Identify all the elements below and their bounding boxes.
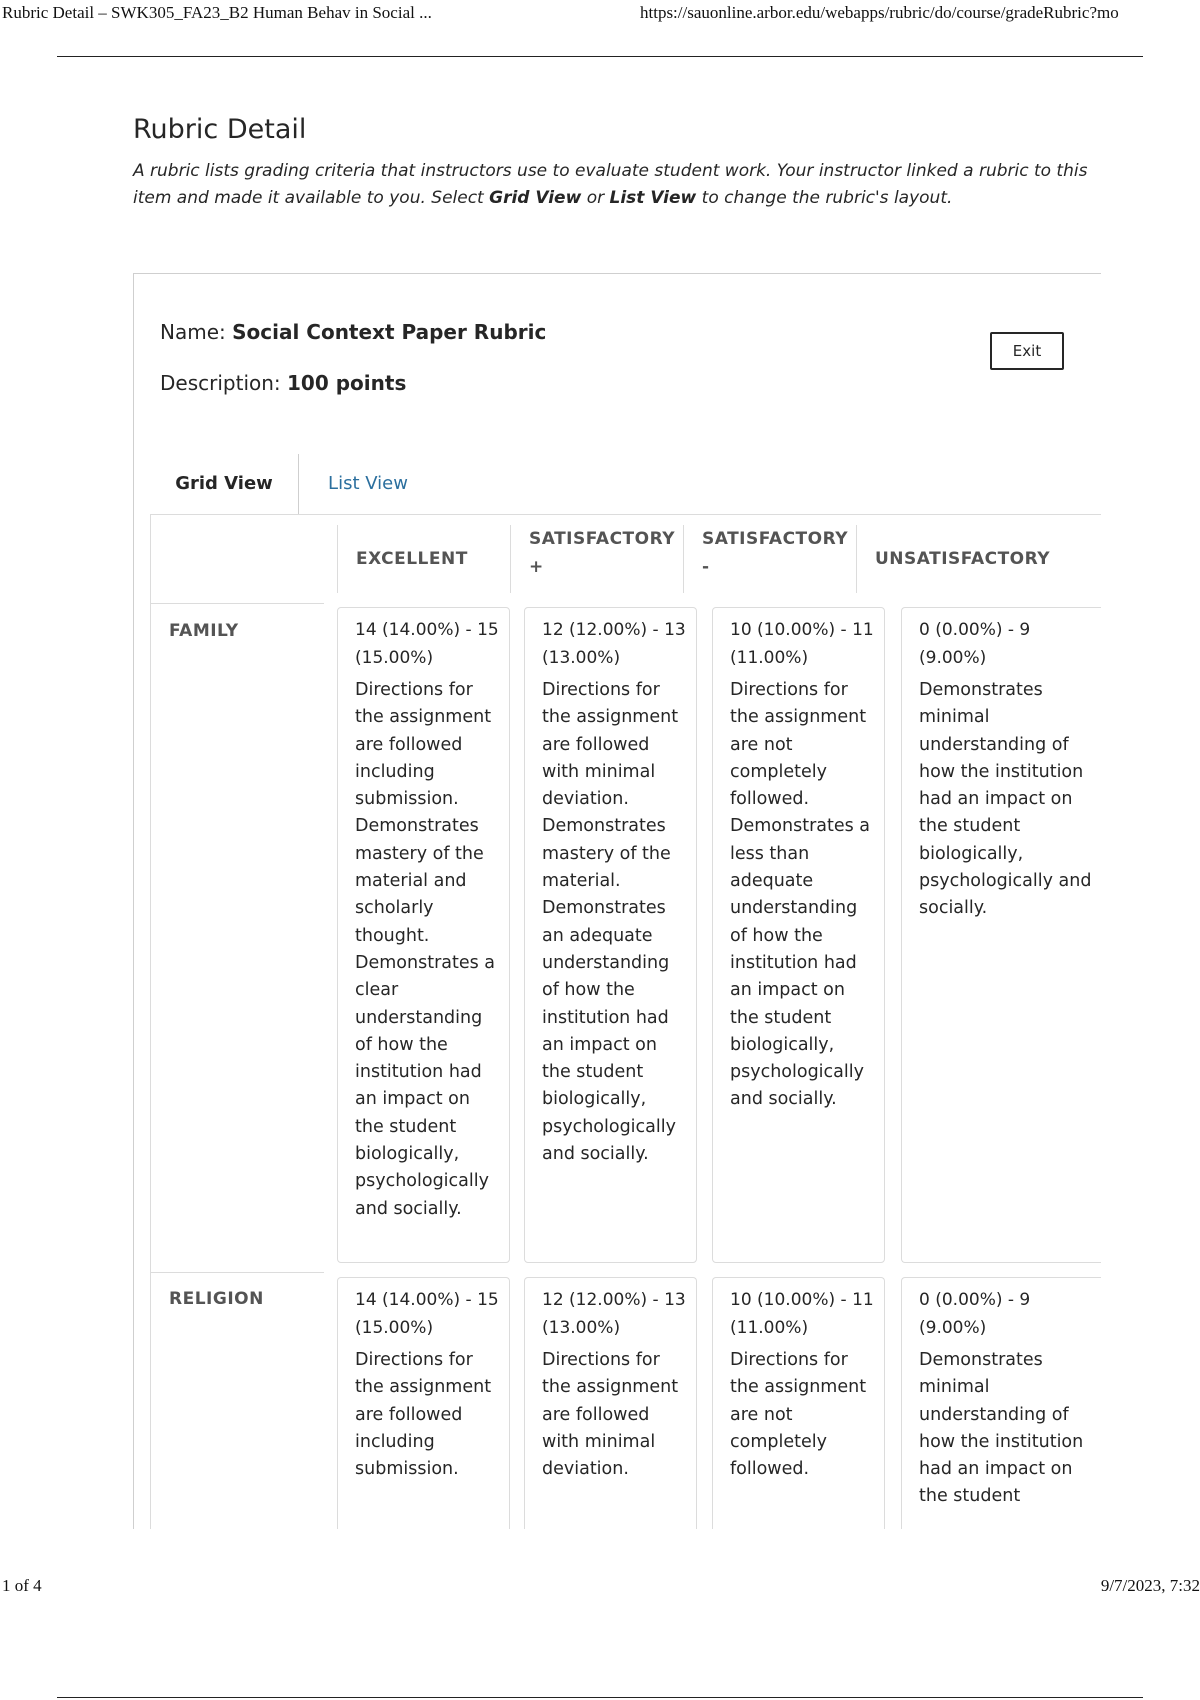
rubric-panel xyxy=(133,273,1101,1529)
points-range: 12 (12.00%) - 13 (13.00%) xyxy=(542,1290,686,1338)
column-header-satisfactory-minus: SATISFACTORY - xyxy=(683,525,856,593)
print-page-number: 1 of 4 xyxy=(2,1576,42,1595)
criterion-description: Directions for the assignment are not completely followed. Demonstrates a less than adequate understanding of how the institution had an impact on the student biologically, psychologically and socially. xyxy=(730,680,871,1110)
rubric-name: Name: Social Context Paper Rubric xyxy=(160,320,547,344)
column-header-satisfactory-plus: SATISFACTORY + xyxy=(510,525,683,593)
view-tabs xyxy=(150,454,1101,514)
rubric-cell xyxy=(337,1277,510,1529)
points-range: 14 (14.00%) - 15 (15.00%) xyxy=(355,1290,499,1338)
criterion-description: Demonstrates minimal understanding of how the institution had an impact on the student xyxy=(919,1350,1084,1507)
criterion-description: Demonstrates minimal understanding of how the institution had an impact on the student biologically, psychologically and socially. xyxy=(919,680,1092,919)
page-title: Rubric Detail xyxy=(133,114,307,145)
points-range: 0 (0.00%) - 9 (9.00%) xyxy=(919,1290,1031,1338)
page-intro: A rubric lists grading criteria that instructors use to evaluate student work. Your instructor linked a rubric to this item and made it available to you. Select Grid View or List View to change the rubric's layout. xyxy=(133,161,1088,208)
rubric-description: Description: 100 points xyxy=(160,371,407,395)
rubric-cell xyxy=(901,1277,1101,1529)
print-page-url: https://sauonline.arbor.edu/webapps/rubric/do/course/gradeRubric?mo xyxy=(640,3,1119,22)
criterion-description: Directions for the assignment are followed with minimal deviation. Demonstrates mastery of the material. Demonstrates an adequate understanding of how the institution had an impact on the student biologically, psychologically and socially. xyxy=(542,680,679,1165)
column-header-unsatisfactory: UNSATISFACTORY xyxy=(856,525,1056,593)
print-datetime: 9/7/2023, 7:32 xyxy=(1100,1576,1200,1595)
points-range: 14 (14.00%) - 15 (15.00%) xyxy=(355,620,499,668)
print-page-title: Rubric Detail – SWK305_FA23_B2 Human Behav in Social ... xyxy=(2,3,432,22)
footer-divider xyxy=(57,1697,1143,1698)
exit-button[interactable]: Exit xyxy=(990,332,1064,370)
header-divider xyxy=(57,56,1143,57)
row-divider xyxy=(151,1272,324,1273)
criterion-description: Directions for the assignment are followed with minimal deviation. xyxy=(542,1350,679,1480)
tab-grid-view[interactable]: Grid View xyxy=(150,454,299,514)
criterion-description: Directions for the assignment are followed including submission. xyxy=(355,1350,492,1480)
intro-list-view: List View xyxy=(609,188,697,208)
rubric-cell xyxy=(524,1277,697,1529)
rubric-cell xyxy=(901,607,1101,1263)
points-range: 10 (10.00%) - 11 (11.00%) xyxy=(730,620,874,668)
points-range: 0 (0.00%) - 9 (9.00%) xyxy=(919,620,1031,668)
intro-grid-view: Grid View xyxy=(489,188,582,208)
criterion-description: Directions for the assignment are followed including submission. Demonstrates mastery of the material and scholarly thought. Demonstrates a clear understanding of how the institution had an impact on the student biologically, psychologically and socially. xyxy=(355,680,496,1219)
rubric-cell xyxy=(712,607,885,1263)
rubric-cell xyxy=(337,607,510,1263)
rubric-cell xyxy=(712,1277,885,1529)
points-range: 10 (10.00%) - 11 (11.00%) xyxy=(730,1290,874,1338)
points-range: 12 (12.00%) - 13 (13.00%) xyxy=(542,620,686,668)
column-header-excellent: EXCELLENT xyxy=(337,525,510,593)
tab-list-view[interactable]: List View xyxy=(328,473,408,494)
row-label-family: FAMILY xyxy=(169,621,239,641)
row-divider xyxy=(151,603,324,604)
rubric-grid xyxy=(150,515,1101,1529)
print-header xyxy=(0,0,1200,26)
criterion-description: Directions for the assignment are not completely followed. xyxy=(730,1350,867,1480)
row-label-religion: RELIGION xyxy=(169,1289,264,1309)
rubric-cell xyxy=(524,607,697,1263)
